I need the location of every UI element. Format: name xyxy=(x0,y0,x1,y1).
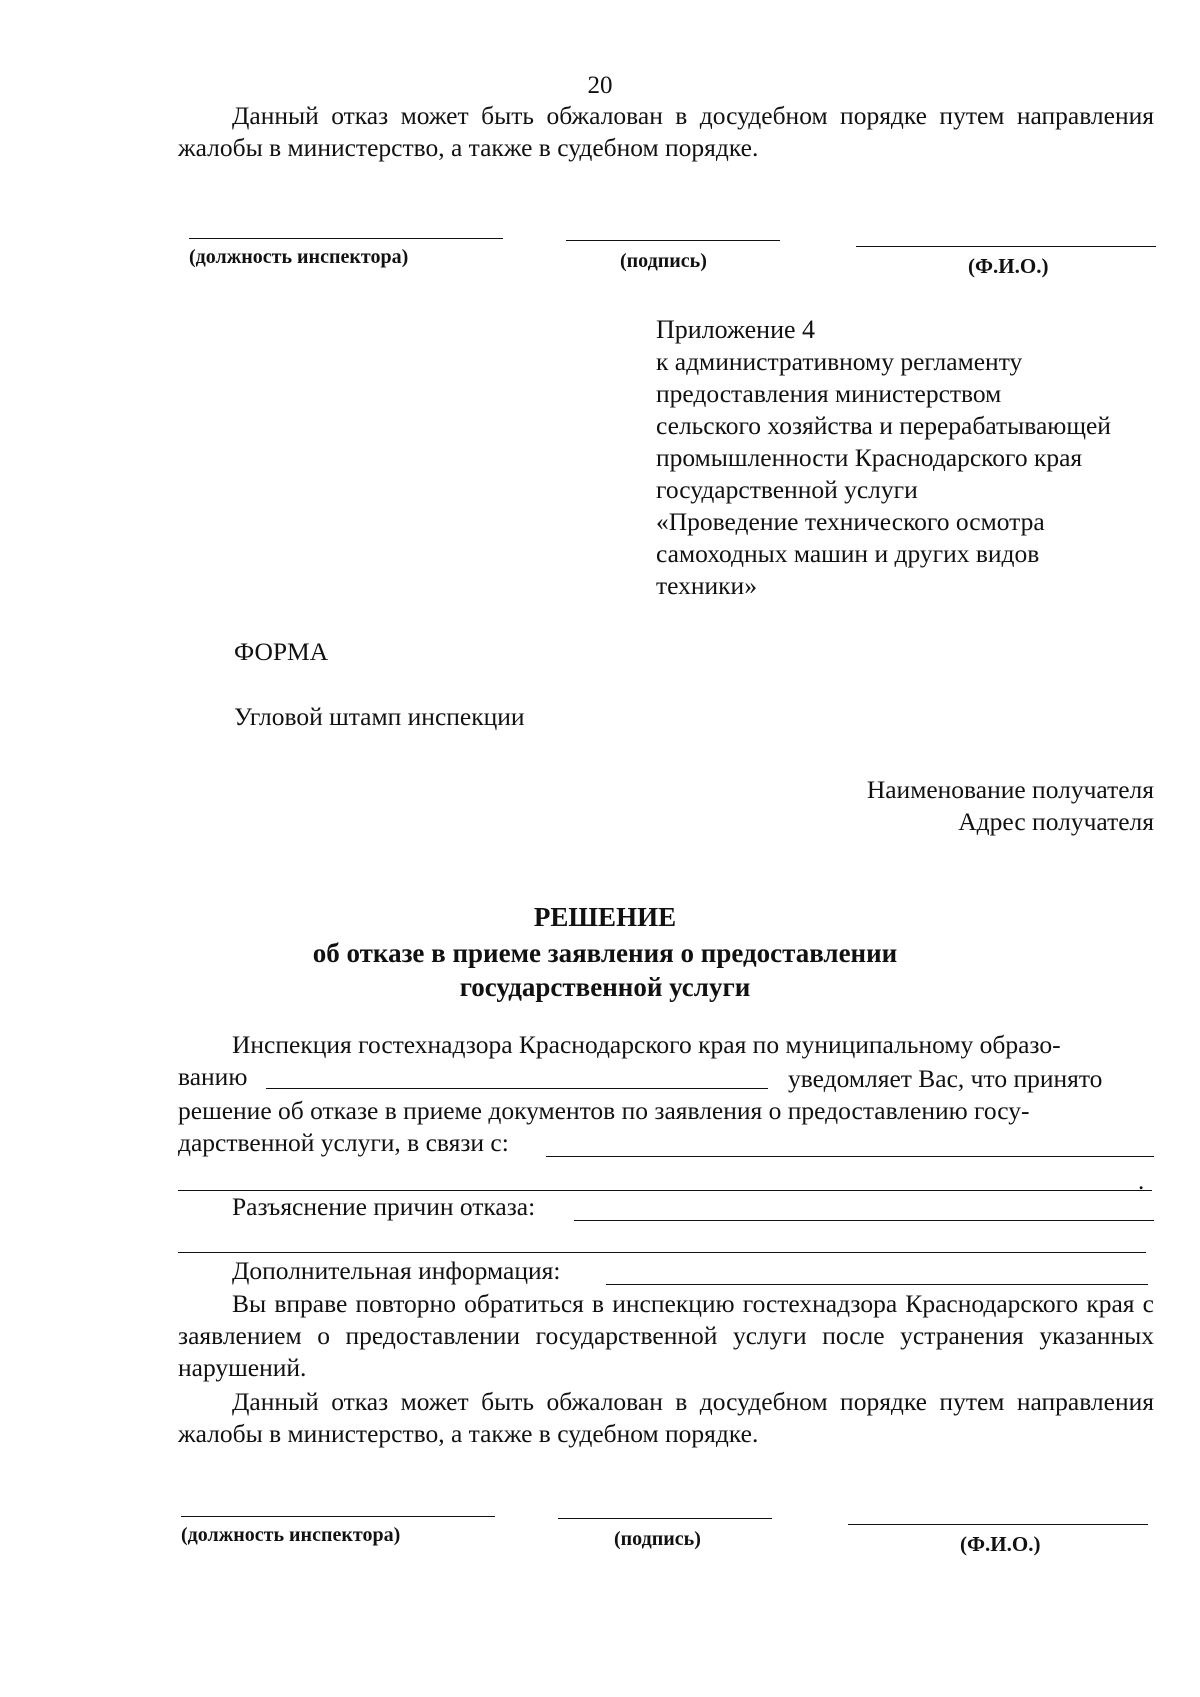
appendix-line: государственной услуги xyxy=(656,475,918,504)
name-caption: (Ф.И.О.) xyxy=(960,1532,1041,1556)
additional-info-blank xyxy=(606,1284,1148,1285)
appendix-line: к административному регламенту xyxy=(656,347,1023,376)
appendix-line: самоходных машин и других видов xyxy=(656,539,1040,568)
form-label: ФОРМА xyxy=(234,637,329,666)
appendix-line: техники» xyxy=(656,571,757,600)
bottom-signature-block xyxy=(0,1500,1200,1580)
page-number: 20 xyxy=(587,72,613,99)
appendix-line: сельского хозяйства и перерабатывающей xyxy=(656,411,1111,440)
position-line xyxy=(181,1516,495,1517)
appendix-block xyxy=(656,314,1176,602)
explanation-label: Разъяснение причин отказа: xyxy=(232,1192,536,1221)
top-signature-block xyxy=(0,0,1200,280)
appendix-line: предоставления министерством xyxy=(656,379,1002,408)
decision-title: РЕШЕНИЕ xyxy=(533,902,677,932)
reason-blank-2 xyxy=(178,1190,1152,1191)
recipient-address: Адрес получателя xyxy=(958,807,1154,836)
name-line xyxy=(856,246,1156,247)
bottom-appeal-paragraph: Данный отказ может быть обжалован в досудебном порядке путем направления жалобы в министерство, а также в судебном порядке. xyxy=(178,1387,1154,1448)
position-caption: (должность инспектора) xyxy=(181,1524,401,1546)
municipality-blank xyxy=(266,1088,768,1089)
explanation-blank-2 xyxy=(178,1252,1146,1253)
signature-line xyxy=(566,240,780,241)
appendix-line: промышленности Краснодарского края xyxy=(656,443,1083,472)
appendix-title: Приложение 4 xyxy=(656,315,816,344)
decision-subtitle-line-2: государственной услуги xyxy=(459,972,751,1002)
body-line-4: дарственной услуги, в связи с: xyxy=(178,1128,509,1157)
signature-caption: (подпись) xyxy=(614,1528,701,1550)
reason-blank-1 xyxy=(546,1156,1154,1157)
name-line xyxy=(848,1524,1148,1525)
position-line xyxy=(189,238,503,239)
explanation-blank-1 xyxy=(574,1220,1154,1221)
body-line-1: Инспекция гостехнадзора Краснодарского края по муниципальному образо- xyxy=(232,1030,1061,1059)
recipient-name: Наименование получателя xyxy=(866,775,1154,804)
signature-caption: (подпись) xyxy=(620,250,707,272)
top-appeal-paragraph: Данный отказ может быть обжалован в досудебном порядке путем направления жалобы в министерство, а также в судебном порядке. xyxy=(178,101,1154,162)
body-line-3: решение об отказе в приеме документов по заявления о предоставлению госу- xyxy=(178,1096,1030,1125)
additional-info-label: Дополнительная информация: xyxy=(232,1256,561,1285)
appendix-line: «Проведение технического осмотра xyxy=(656,507,1045,536)
body-line-2-end: уведомляет Вас, что принято xyxy=(788,1064,1103,1093)
reapply-paragraph: Вы вправе повторно обратиться в инспекцию гостехнадзора Краснодарского края с заявлением о предоставлении государственной услуги после устранения указанных нарушений. xyxy=(178,1289,1154,1382)
decision-subtitle-line-1: об отказе в приеме заявления о предоставлении xyxy=(312,938,898,968)
position-caption: (должность инспектора) xyxy=(189,246,409,268)
reason-end-dot: . xyxy=(1138,1168,1145,1195)
body-line-2-start: ванию xyxy=(178,1062,248,1091)
name-caption: (Ф.И.О.) xyxy=(968,254,1049,278)
signature-line xyxy=(558,1518,772,1519)
stamp-label: Угловой штамп инспекции xyxy=(234,702,525,731)
recipient-block xyxy=(867,774,1154,838)
